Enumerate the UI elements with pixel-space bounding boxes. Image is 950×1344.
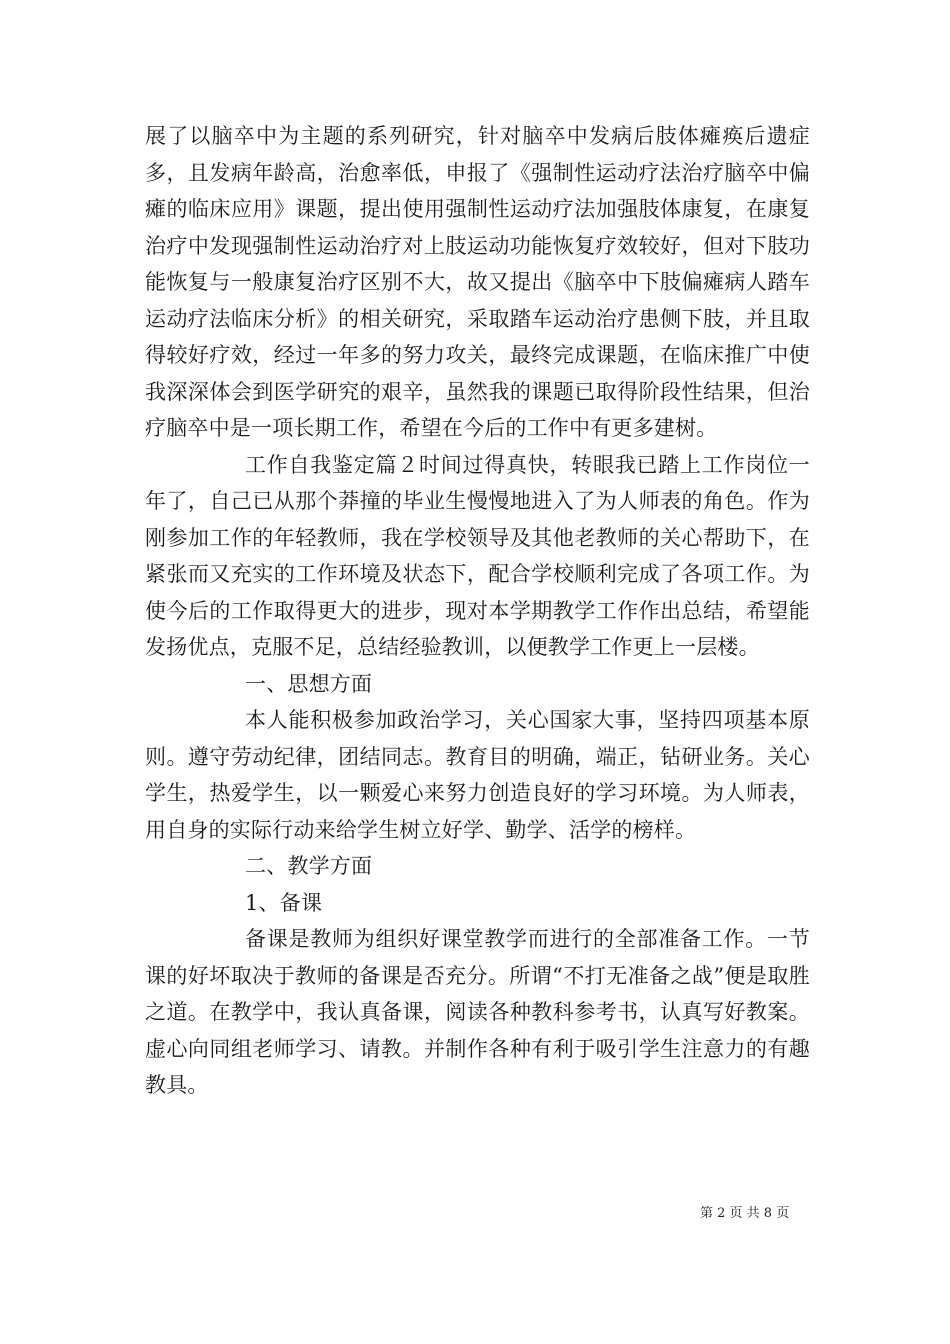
paragraph-research-summary: 展了以脑卒中为主题的系列研究，针对脑卒中发病后肢体瘫痪后遗症多，且发病年龄高，治愈率低，申报了《强制性运动疗法治疗脑卒中偏瘫的临床应用》课题，提出使用强制性运动疗法加强肢体康复，在康复治疗中发现强制性运动治疗对上肢运动功能恢复疗效较好，但对下肢功能恢复与一般康复治疗区别不大，故又提出《脑卒中下肢偏瘫病人踏车运动疗法临床分析》的相关研究，采取踏车运动治疗患侧下肢，并且取得较好疗效，经过一年多的努力攻关，最终完成课题，在临床推广中使我深深体会到医学研究的艰辛，虽然我的课题已取得阶段性结果，但治疗脑卒中是一项长期工作，希望在今后的工作中有更多建树。: [145, 124, 810, 440]
paragraph-self-assessment-intro: 工作自我鉴定篇２时间过得真快，转眼我已踏上工作岗位一年了，自己已从那个莽撞的毕业生慢慢地进入了为人师表的角色。作为刚参加工作的年轻教师，我在学校领导及其他老教师的关心帮助下，在紧张而又充实的工作环境及状态下，配合学校顺利完成了各项工作。为使今后的工作取得更大的进步，现对本学期教学工作作出总结，希望能发扬优点，克服不足，总结经验教训，以便教学工作更上一层楼。: [145, 452, 810, 659]
document-body: [145, 118, 810, 1104]
paragraph-lesson-prep: 备课是教师为组织好课堂教学而进行的全部准备工作。一节课的好坏取决于教师的备课是否充分。所谓“不打无准备之战”便是取胜之道。在教学中，我认真备课，阅读各种教科参考书，认真写好教案。虚心向同组老师学习、请教。并制作各种有利于吸引学生注意力的有趣教具。: [145, 927, 810, 1097]
page-number-footer: 第 2 页 共 8 页: [700, 1206, 790, 1221]
paragraph-thoughts: 本人能积极参加政治学习，关心国家大事，坚持四项基本原则。遵守劳动纪律，团结同志。教育目的明确，端正，钻研业务。关心学生，热爱学生，以一颗爱心来努力创造良好的学习环境。为人师表，用自身的实际行动来给学生树立好学、勤学、活学的榜样。: [145, 708, 810, 842]
section-heading-thoughts: 一、思想方面: [245, 671, 373, 696]
section-heading-teaching: 二、教学方面: [245, 854, 373, 878]
subsection-heading-lesson-prep: 1、备课: [245, 890, 323, 915]
